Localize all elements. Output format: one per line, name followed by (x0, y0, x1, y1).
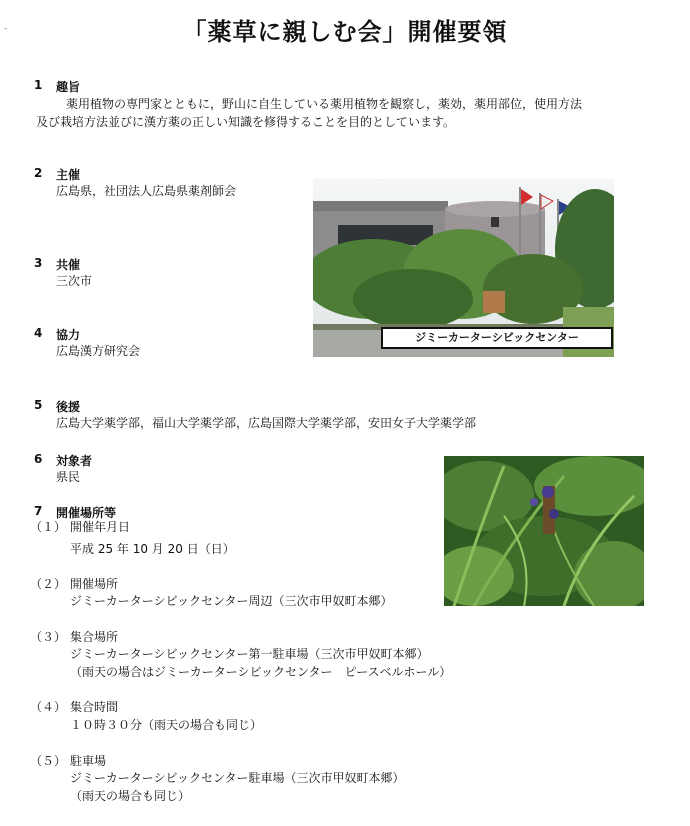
section-number: 7 (34, 504, 43, 518)
section-heading: 主催 (56, 168, 81, 182)
subsection-text: （雨天の場合も同じ） (70, 789, 191, 803)
subsection-number: （３） (30, 630, 67, 644)
section-heading: 共催 (56, 258, 81, 272)
subsection-text: ジミーカーターシビックセンター周辺（三次市甲奴町本郷） (70, 594, 393, 608)
subsection-number: （５） (30, 754, 67, 768)
subsection-heading: 開催年月日 (70, 520, 131, 534)
subsection-text: ジミーカーターシビックセンター第一駐車場（三次市甲奴町本郷） (70, 647, 429, 661)
section-heading: 協力 (56, 328, 81, 342)
section-number: 3 (34, 256, 43, 270)
subsection-number: （２） (30, 577, 67, 591)
plant-photo (444, 456, 644, 606)
section-heading: 開催場所等 (56, 506, 117, 520)
section-number: 5 (34, 398, 43, 412)
section-number: 2 (34, 166, 43, 180)
subsection-text: ジミーカーターシビックセンター駐車場（三次市甲奴町本郷） (70, 771, 405, 785)
section-text: 県民 (56, 470, 81, 484)
subsection-text: １０時３０分（雨天の場合も同じ） (70, 718, 263, 732)
section-text: 広島大学薬学部，福山大学薬学部，広島国際大学薬学部，安田女子大学薬学部 (56, 416, 477, 430)
section-heading: 趣旨 (56, 80, 81, 94)
subsection-heading: 集合時間 (70, 700, 119, 714)
building-photo (313, 179, 614, 357)
subsection-number: （１） (30, 520, 67, 534)
subsection-text: （雨天の場合はジミーカーターシビックセンター ピースベルホール） (70, 665, 452, 679)
section-heading: 対象者 (56, 454, 93, 468)
subsection-number: （４） (30, 700, 67, 714)
page-title: 「薬草に親しむ会」開催要領 (182, 18, 508, 46)
subsection-heading: 駐車場 (70, 754, 107, 768)
scan-mark: - (4, 24, 8, 34)
section-text: 及び栽培方法並びに漢方薬の正しい知識を修得することを目的としています。 (36, 115, 456, 129)
section-text: 広島漢方研究会 (56, 344, 141, 358)
subsection-heading: 開催場所 (70, 577, 119, 591)
section-text: 三次市 (56, 274, 93, 288)
section-text: 広島県，社団法人広島県薬剤師会 (56, 184, 237, 198)
section-text: 薬用植物の専門家とともに，野山に自生している薬用植物を観察し，薬効，薬用部位，使用方法 (66, 97, 583, 111)
section-number: 4 (34, 326, 43, 340)
subsection-heading: 集合場所 (70, 630, 119, 644)
subsection-text: 平成 25 年 10 月 20 日（日） (70, 542, 235, 556)
section-heading: 後援 (56, 400, 81, 414)
section-number: 6 (34, 452, 43, 466)
section-number: 1 (34, 78, 43, 92)
photo-caption: ジミーカーターシビックセンター (381, 327, 613, 349)
